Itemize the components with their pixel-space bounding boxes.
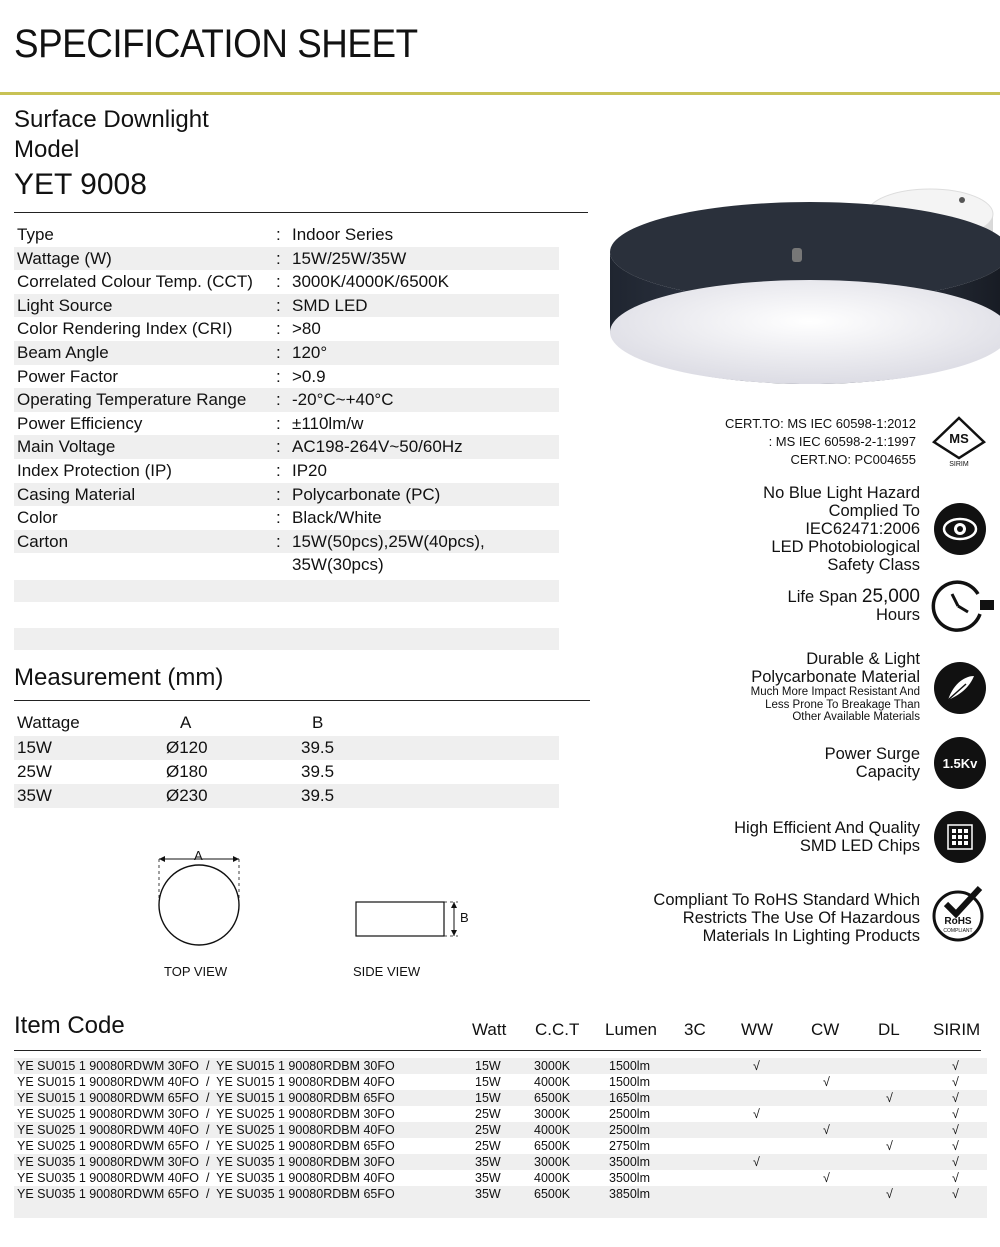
feather-icon [934, 662, 986, 714]
item-code-header: C.C.T [535, 1020, 580, 1039]
sirim-ms-badge [928, 414, 990, 470]
spec-key: Color [17, 508, 58, 528]
spec-row [14, 270, 559, 294]
spec-separator: : [276, 366, 281, 386]
dimension-b-label: B [460, 910, 469, 925]
item-cct-cell: 4000K [534, 1171, 571, 1185]
item-sirim-cell: √ [952, 1091, 959, 1105]
dimension-a-label: A [194, 848, 203, 863]
spec-value: -20°C~+40°C [292, 390, 394, 410]
side-view-label: SIDE VIEW [353, 964, 421, 979]
item-code-cell: YE SU025 1 90080RDWM 65FO / YE SU025 1 90080RDBM 65FO [17, 1139, 395, 1153]
item-cct-cell: 3000K [534, 1059, 571, 1073]
item-code-row [14, 1186, 987, 1202]
item-cct-cell: 6500K [534, 1187, 571, 1201]
item-dl-cell: √ [886, 1139, 893, 1153]
badge-text: MS [949, 431, 969, 446]
item-lumen-cell: 3500lm [609, 1155, 650, 1169]
item-cw-cell: √ [823, 1075, 830, 1089]
item-cct-cell: 4000K [534, 1075, 571, 1089]
spec-separator: : [276, 248, 281, 268]
spec-row [14, 223, 559, 247]
badge-sub: SIRIM [949, 461, 969, 468]
measurement-title: Measurement (mm) [14, 664, 224, 691]
cert-line-2: : MS IEC 60598-2-1:1997 [768, 434, 916, 449]
spec-row [14, 435, 559, 459]
item-cct-cell: 3000K [534, 1107, 571, 1121]
item-code-header: 3C [684, 1020, 706, 1039]
feature-durable: Durable & Light Polycarbonate Material Much More Impact Resistant And Less Prone To Breakage Than Other Available Materials [750, 650, 920, 723]
spec-row [14, 294, 559, 318]
item-sirim-cell: √ [952, 1107, 959, 1121]
measurement-cell: 25W [17, 762, 52, 781]
life-span-value: 25,000 [861, 586, 920, 607]
measurement-header-row [14, 711, 559, 735]
title-rule [0, 92, 1000, 95]
feature-led-chips: High Efficient And Quality SMD LED Chips [734, 819, 920, 855]
item-code-cell: YE SU015 1 90080RDWM 30FO / YE SU015 1 90080RDBM 30FO [17, 1059, 395, 1073]
spec-row-continuation [14, 553, 559, 577]
spec-value: >80 [292, 319, 321, 339]
clock-icon [930, 578, 996, 634]
spec-key: Beam Angle [17, 343, 109, 362]
life-span-prefix: Life Span [787, 588, 858, 606]
rohs-icon-text: RoHS [944, 916, 972, 927]
feature-power-surge: Power Surge Capacity [824, 745, 920, 781]
spec-value: 3000K/4000K/6500K [292, 272, 449, 292]
eye-safety-icon [934, 503, 986, 555]
spec-row [14, 459, 559, 483]
top-view-label: TOP VIEW [164, 964, 228, 979]
item-sirim-cell: √ [952, 1075, 959, 1089]
spec-separator: : [276, 225, 281, 244]
feature-life-span [788, 588, 920, 624]
cert-line-3: CERT.NO: PC004655 [790, 452, 916, 467]
spec-separator: : [276, 461, 281, 480]
item-dl-cell: √ [886, 1091, 893, 1105]
spec-value: Polycarbonate (PC) [292, 484, 441, 504]
item-code-row [14, 1154, 987, 1170]
item-lumen-cell: 2500lm [609, 1107, 650, 1121]
spec-row [14, 483, 559, 507]
measurement-cell: 15W [17, 738, 52, 757]
spec-separator: : [276, 484, 281, 504]
spec-value: >0.9 [292, 366, 326, 386]
measurement-cell: 35W [17, 786, 52, 805]
measurement-row [14, 760, 559, 784]
item-code-cell: YE SU035 1 90080RDWM 40FO / YE SU035 1 90080RDBM 40FO [17, 1171, 395, 1185]
item-code-header: Watt [472, 1020, 507, 1039]
spec-row [14, 388, 559, 412]
item-cw-cell: √ [823, 1123, 830, 1137]
spec-key: Carton [17, 531, 69, 551]
spec-separator: : [276, 413, 281, 433]
spec-value: 15W(50pcs),25W(40pcs), [292, 531, 485, 551]
item-code-header: SIRIM [933, 1020, 981, 1039]
item-watt-cell: 35W [475, 1155, 501, 1169]
spec-value: SMD LED [292, 295, 368, 315]
item-ww-cell: √ [753, 1059, 760, 1073]
item-code-row [14, 1122, 987, 1138]
item-code-cell: YE SU015 1 90080RDWM 65FO / YE SU015 1 90080RDBM 65FO [17, 1091, 395, 1105]
rohs-icon [928, 884, 992, 944]
feature-blue-light: No Blue Light Hazard Complied To IEC62471:2006 LED Photobiological Safety Class [763, 484, 920, 574]
item-sirim-cell: √ [952, 1171, 959, 1185]
item-code-row [14, 1058, 987, 1074]
spec-key: Operating Temperature Range [17, 390, 247, 410]
item-code-divider [14, 1050, 981, 1051]
measurement-header: Wattage [17, 713, 80, 732]
feature-rohs: Compliant To RoHS Standard Which Restricts The Use Of Hazardous Materials In Lighting Products [653, 891, 920, 945]
item-watt-cell: 15W [475, 1059, 501, 1073]
spec-row [14, 247, 559, 271]
item-sirim-cell: √ [952, 1155, 959, 1169]
spec-separator: : [276, 295, 281, 315]
spec-separator: : [276, 390, 281, 410]
item-dl-cell: √ [886, 1187, 893, 1201]
item-code-cell: YE SU025 1 90080RDWM 40FO / YE SU025 1 90080RDBM 40FO [17, 1123, 395, 1137]
item-sirim-cell: √ [952, 1139, 959, 1153]
spec-value: Indoor Series [292, 225, 394, 244]
item-code-cell: YE SU025 1 90080RDWM 30FO / YE SU025 1 90080RDBM 30FO [17, 1107, 395, 1121]
measurement-divider [14, 700, 590, 701]
item-lumen-cell: 2500lm [609, 1123, 650, 1137]
item-lumen-cell: 2750lm [609, 1139, 650, 1153]
model-code: YET 9008 [14, 168, 147, 201]
blank-row [14, 628, 559, 650]
item-code-row [14, 1074, 987, 1090]
spec-divider [14, 212, 588, 213]
spec-row [14, 365, 559, 389]
spec-key: Light Source [17, 295, 113, 315]
item-ww-cell: √ [753, 1155, 760, 1169]
item-code-row [14, 1138, 987, 1154]
item-code-header: DL [878, 1020, 900, 1039]
spec-key: Power Factor [17, 366, 119, 386]
measurement-cell: Ø230 [166, 786, 208, 805]
item-sirim-cell: √ [952, 1059, 959, 1073]
item-watt-cell: 15W [475, 1091, 501, 1105]
spec-row [14, 341, 559, 365]
measurement-header: A [180, 713, 192, 732]
item-code-row [14, 1170, 987, 1186]
item-watt-cell: 25W [475, 1107, 501, 1121]
measurement-cell: 39.5 [301, 786, 335, 805]
measurement-cell: 39.5 [301, 738, 335, 757]
item-sirim-cell: √ [952, 1187, 959, 1201]
spec-value: AC198-264V~50/60Hz [292, 437, 463, 457]
life-span-unit: Hours [875, 606, 920, 624]
document-title: SPECIFICATION SHEET [14, 22, 418, 66]
spec-separator: : [276, 343, 281, 362]
measurement-cell: Ø120 [166, 738, 208, 757]
spec-value: ±110lm/w [292, 413, 364, 433]
measurement-header: B [312, 713, 324, 732]
spec-value: IP20 [292, 461, 327, 480]
item-code-cell: YE SU015 1 90080RDWM 40FO / YE SU015 1 90080RDBM 40FO [17, 1075, 395, 1089]
item-cct-cell: 6500K [534, 1139, 571, 1153]
item-watt-cell: 35W [475, 1171, 501, 1185]
side-view-drawing [350, 890, 470, 950]
item-lumen-cell: 1650lm [609, 1091, 650, 1105]
spec-key: Casing Material [17, 484, 136, 504]
item-code-row [14, 1106, 987, 1122]
item-code-header: CW [811, 1020, 840, 1039]
item-sirim-cell: √ [952, 1123, 959, 1137]
measurement-cell: 39.5 [301, 762, 335, 781]
item-cw-cell: √ [823, 1171, 830, 1185]
spec-row [14, 530, 559, 554]
spec-row [14, 317, 559, 341]
product-photo [600, 180, 1000, 410]
cert-line-1: CERT.TO: MS IEC 60598-1:2012 [724, 416, 916, 431]
spec-separator: : [276, 531, 281, 551]
item-watt-cell: 15W [475, 1075, 501, 1089]
spec-key: Color Rendering Index (CRI) [17, 319, 233, 339]
spec-separator: : [276, 319, 281, 339]
item-cct-cell: 4000K [534, 1123, 571, 1137]
measurement-cell: Ø180 [166, 762, 208, 781]
spec-key: Correlated Colour Temp. (CCT) [17, 272, 253, 292]
spec-value: 15W/25W/35W [292, 248, 407, 268]
item-cct-cell: 6500K [534, 1091, 571, 1105]
chip-icon [934, 811, 986, 863]
item-lumen-cell: 3500lm [609, 1171, 650, 1185]
item-code-header: Lumen [605, 1020, 657, 1039]
blank-row [14, 580, 559, 602]
spec-row [14, 506, 559, 530]
spec-separator: : [276, 437, 281, 457]
item-watt-cell: 25W [475, 1123, 501, 1137]
item-code-tail [14, 1202, 987, 1218]
spec-key: Type [17, 225, 54, 244]
spec-value: 35W(30pcs) [292, 555, 384, 575]
item-watt-cell: 35W [475, 1187, 501, 1201]
spec-value: 120° [292, 343, 328, 362]
item-code-title: Item Code [14, 1012, 125, 1039]
item-lumen-cell: 1500lm [609, 1059, 650, 1073]
spec-key: Power Efficiency [17, 413, 143, 433]
spec-key: Wattage (W) [17, 248, 112, 268]
item-cct-cell: 3000K [534, 1155, 571, 1169]
item-code-cell: YE SU035 1 90080RDWM 65FO / YE SU035 1 90080RDBM 65FO [17, 1187, 395, 1201]
spec-separator: : [276, 508, 281, 528]
model-label: Model [14, 136, 80, 163]
measurement-row [14, 736, 559, 760]
measurement-row [14, 784, 559, 808]
item-code-header: WW [741, 1020, 774, 1039]
item-code-cell: YE SU035 1 90080RDWM 30FO / YE SU035 1 90080RDBM 30FO [17, 1155, 395, 1169]
spec-value: Black/White [292, 508, 382, 528]
item-watt-cell: 25W [475, 1139, 501, 1153]
surge-icon: 1.5Kv [934, 737, 986, 789]
spec-separator: : [276, 272, 281, 292]
item-code-row [14, 1090, 987, 1106]
rohs-icon-sub: COMPLIANT [943, 928, 973, 934]
spec-key: Main Voltage [17, 437, 116, 457]
item-lumen-cell: 3850lm [609, 1187, 650, 1201]
item-ww-cell: √ [753, 1107, 760, 1121]
spec-row [14, 412, 559, 436]
spec-key: Index Protection (IP) [17, 461, 172, 480]
product-name: Surface Downlight [14, 106, 209, 133]
item-lumen-cell: 1500lm [609, 1075, 650, 1089]
